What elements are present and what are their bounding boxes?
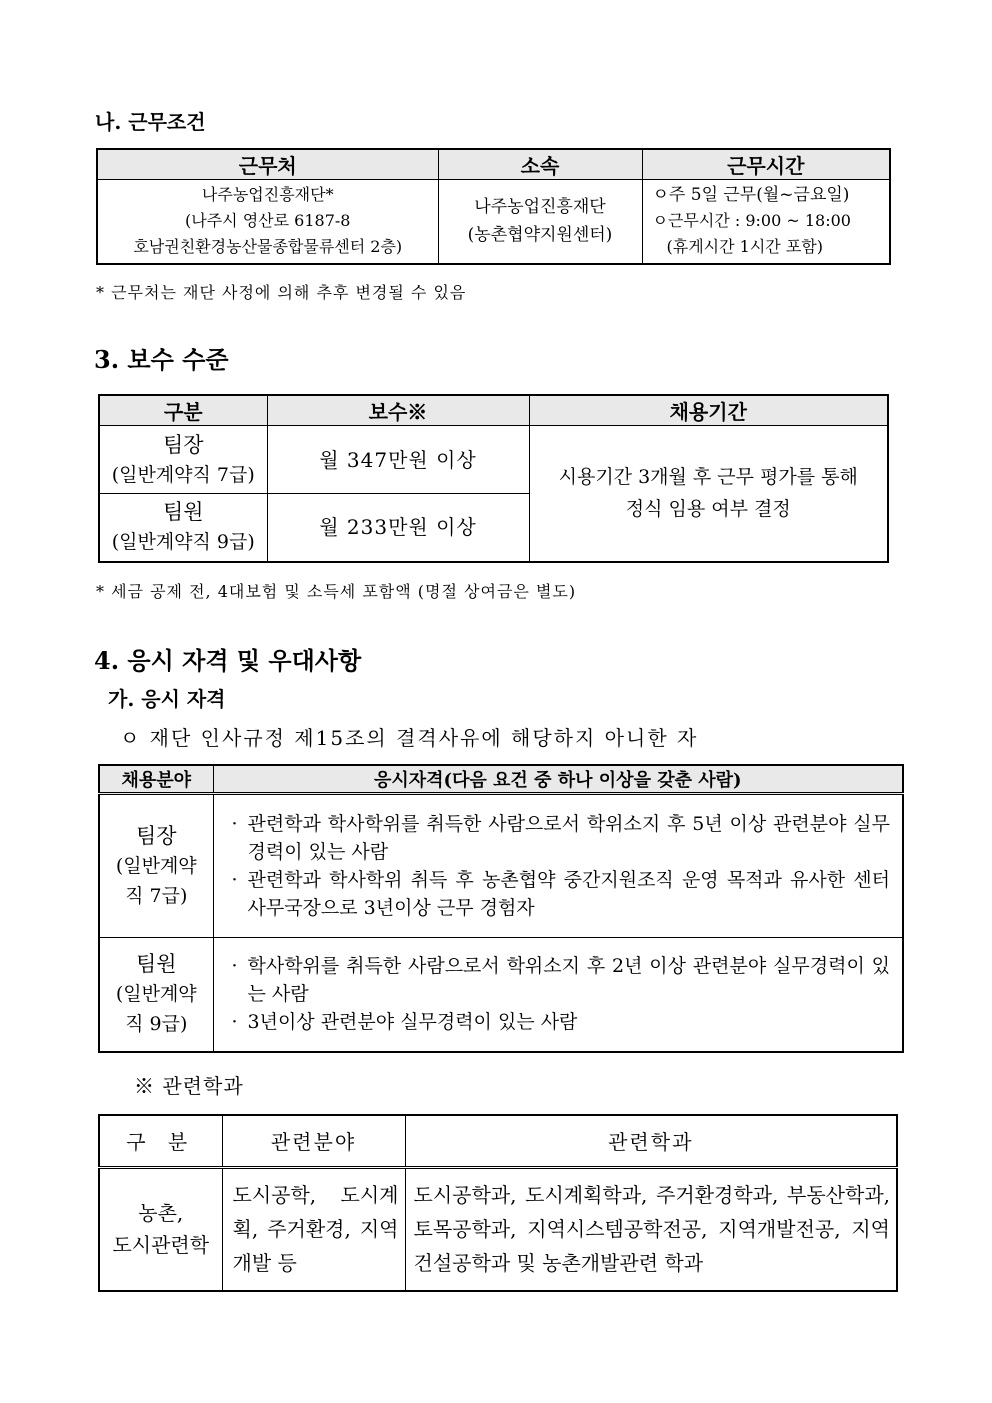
header-field: 채용분야	[99, 765, 213, 794]
qualifications-intro: ㅇ 재단 인사규정 제15조의 결격사유에 해당하지 아니한 자	[120, 726, 699, 750]
qual-sub: 직 7급)	[125, 885, 188, 907]
header-affiliation: 소속	[438, 149, 642, 180]
salary-table	[98, 394, 889, 563]
header-period: 채용기간	[529, 395, 888, 426]
qual-item: · 학사학위를 취득한 사람으로서 학위소지 후 2년 이상 관련분야 실무경력이 있는 사람	[232, 952, 891, 1008]
related-note: ※ 관련학과	[134, 1074, 244, 1098]
header-place: 근무처	[97, 149, 438, 180]
qual-row-member-items	[213, 938, 903, 1052]
qual-sub: (일반계약	[115, 983, 197, 1006]
category-line: 농촌,	[138, 1201, 184, 1226]
qual-row-leader-title	[99, 794, 213, 938]
related-fields: 도시공학, 도시계획, 주거환경, 지역개발 등	[222, 1167, 405, 1291]
work-conditions-note: * 근무처는 재단 사정에 의해 추후 변경될 수 있음	[96, 283, 467, 302]
salary-heading: 3. 보수 수준	[94, 345, 229, 374]
hours-line: ㅇ주 5일 근무(월~금요일)	[652, 185, 850, 206]
affiliation-line: 나주농업진흥재단	[474, 197, 606, 218]
salary-note: * 세금 공제 전, 4대보험 및 소득세 포함액 (명절 상여금은 별도)	[96, 582, 577, 601]
header-related-dept: 관련학과	[405, 1115, 897, 1167]
header-category: 구분	[99, 395, 267, 426]
header-related-field: 관련분야	[222, 1115, 405, 1167]
qual-item: · 관련학과 학사학위 취득 후 농촌협약 중간지원조직 운영 목적과 유사한 센터 사무국장으로 3년이상 근무 경험자	[232, 866, 891, 922]
salary-period-cell	[529, 426, 888, 562]
qual-sub: (일반계약	[115, 855, 197, 877]
qual-sub: 직 9급)	[125, 1013, 188, 1036]
hours-cell	[642, 180, 890, 264]
salary-sub: (일반계약직 7급)	[111, 463, 255, 486]
category-line: 도시관련학	[112, 1233, 210, 1258]
related-departments: 도시공학과, 도시계획학과, 주거환경학과, 부동산학과, 토목공학과, 지역시스템공학전공, 지역개발전공, 지역건설공학과 및 농촌개발관련 학과	[405, 1167, 897, 1291]
place-line: 호남권친환경농산물종합물류센터 2층)	[133, 237, 403, 257]
salary-pay: 월 347만원 이상	[267, 426, 529, 494]
salary-pay: 월 233만원 이상	[267, 494, 529, 562]
place-cell	[97, 180, 438, 264]
related-category	[99, 1167, 222, 1291]
place-line: (나주시 영산로 6187-8	[185, 211, 351, 231]
work-conditions-heading: 나. 근무조건	[95, 110, 206, 134]
qual-row-member-title	[99, 938, 213, 1052]
qual-item: · 3년이상 관련분야 실무경력이 있는 사람	[232, 1008, 891, 1036]
hours-line: ㅇ근무시간 : 9:00 ~ 18:00	[652, 211, 851, 231]
affiliation-line: (농촌협약지원센터)	[467, 225, 613, 246]
header-hours: 근무시간	[642, 149, 890, 180]
salary-title: 팀장	[162, 432, 204, 457]
qualifications-table	[98, 764, 904, 1053]
qualifications-heading: 4. 응시 자격 및 우대사항	[94, 646, 362, 675]
period-line: 시용기간 3개월 후 근무 평가를 통해	[558, 466, 858, 489]
qual-row-leader-items	[213, 794, 903, 938]
salary-row-member-title	[99, 494, 267, 562]
header-pay: 보수※	[267, 395, 529, 426]
hours-line: (휴게시간 1시간 포함)	[666, 237, 823, 257]
salary-title: 팀원	[162, 500, 204, 525]
salary-sub: (일반계약직 9급)	[111, 531, 255, 554]
header-requirements: 응시자격(다음 요건 중 하나 이상을 갖춘 사람)	[213, 765, 903, 794]
salary-row-leader-title	[99, 426, 267, 494]
qual-title: 팀원	[135, 952, 177, 977]
qual-title: 팀장	[135, 824, 177, 848]
period-line: 정식 임용 여부 결정	[625, 498, 791, 521]
qualifications-subheading: 가. 응시 자격	[108, 687, 226, 711]
place-line: 나주농업진흥재단*	[201, 185, 334, 205]
affiliation-cell	[438, 180, 642, 264]
work-conditions-table	[96, 148, 891, 265]
related-table	[98, 1114, 898, 1292]
qual-item: · 관련학과 학사학위를 취득한 사람으로서 학위소지 후 5년 이상 관련분야 실무경력이 있는 사람	[232, 810, 891, 866]
header-division: 구 분	[99, 1115, 222, 1167]
